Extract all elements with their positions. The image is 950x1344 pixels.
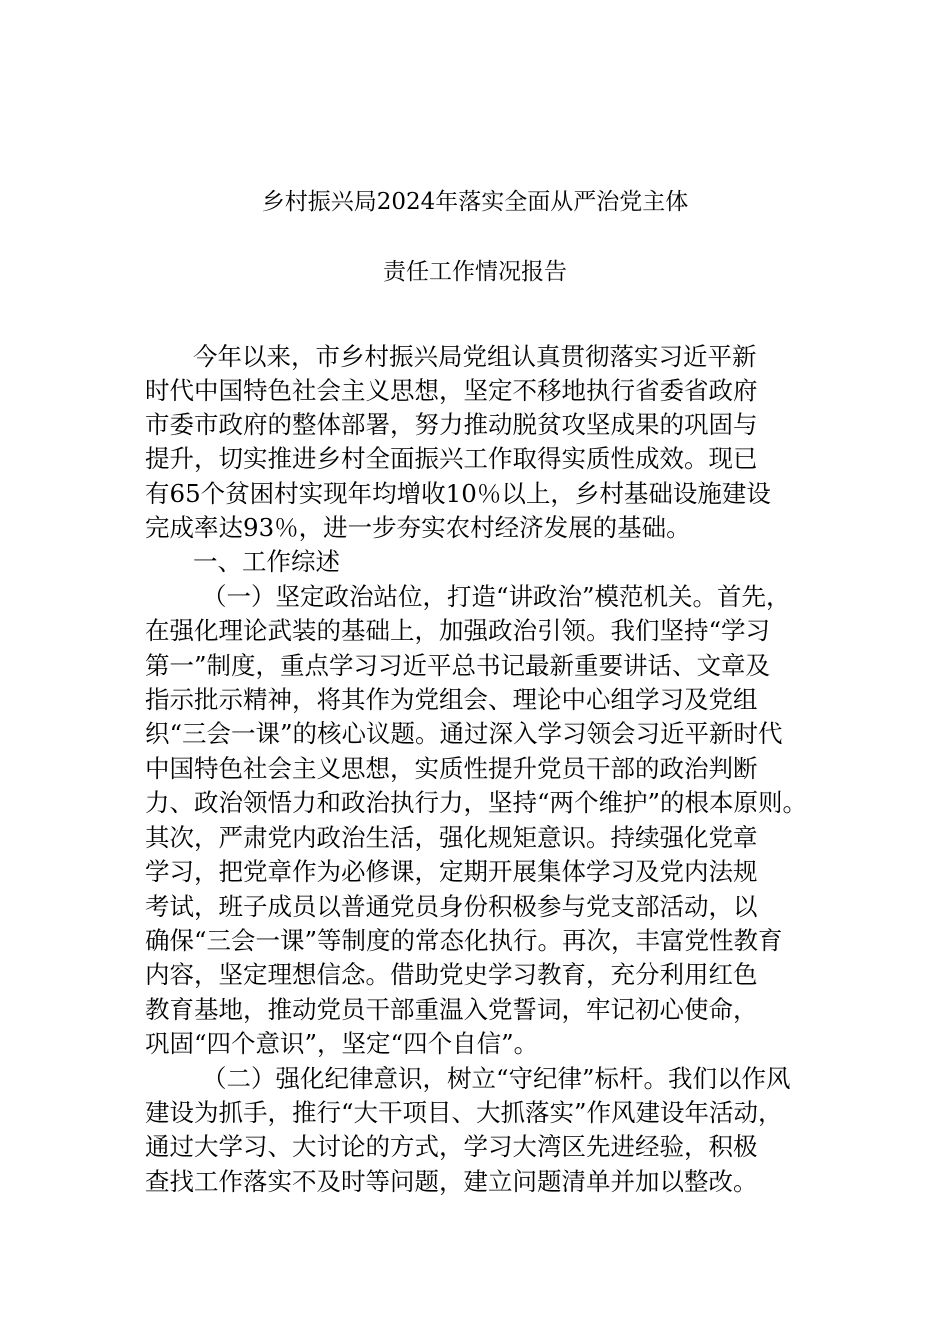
body-line-20: 教育基地，推动党员干部重温入党誓词，牢记初心使命， [145, 995, 758, 1024]
document-title-line-1: 乡村振兴局2024年落实全面从严治党主体 [261, 189, 689, 215]
body-line-2: 时代中国特色社会主义思想，坚定不移地执行省委省政府 [145, 376, 758, 405]
document-title-line-2: 责任工作情况报告 [383, 259, 567, 285]
body-line-3: 市委市政府的整体部署，努力推动脱贫攻坚成果的巩固与 [145, 410, 758, 439]
body-line-16: 学习，把党章作为必修课，定期开展集体学习及党内法规 [145, 857, 758, 886]
body-line-14: 力、政治领悟力和政治执行力，坚持“两个维护”的根本原则。 [145, 788, 808, 817]
body-line-22: （二）强化纪律意识，树立“守纪律”标杆。我们以作风 [202, 1064, 791, 1093]
body-line-4: 提升，切实推进乡村全面振兴工作取得实质性成效。现已 [145, 444, 758, 473]
body-line-6: 完成率达93％，进一步夯实农村经济发展的基础。 [145, 513, 691, 542]
body-line-18: 确保“三会一课”等制度的常态化执行。再次，丰富党性教育 [145, 926, 783, 955]
body-line-23: 建设为抓手，推行“大干项目、大抓落实”作风建设年活动， [145, 1098, 783, 1127]
body-line-19: 内容，坚定理想信念。借助党史学习教育，充分利用红色 [145, 960, 758, 989]
body-line-1: 今年以来，市乡村振兴局党组认真贯彻落实习近平新 [193, 342, 757, 371]
body-line-24: 通过大学习、大讨论的方式，学习大湾区先进经验，积极 [145, 1132, 758, 1161]
body-line-5: 有65个贫困村实现年均增收10％以上，乡村基础设施建设 [145, 479, 771, 508]
body-line-13: 中国特色社会主义思想，实质性提升党员干部的政治判断 [145, 754, 758, 783]
body-line-12: 织“三会一课”的核心议题。通过深入学习领会习近平新时代 [145, 719, 783, 748]
body-line-17: 考试，班子成员以普通党员身份积极参与党支部活动，以 [145, 892, 758, 921]
body-line-21: 巩固“四个意识”，坚定“四个自信”。 [145, 1029, 539, 1058]
body-line-25: 查找工作落实不及时等问题，建立问题清单并加以整改。 [145, 1167, 758, 1196]
body-line-11: 指示批示精神，将其作为党组会、理论中心组学习及党组 [145, 685, 758, 714]
body-line-8: （一）坚定政治站位，打造“讲政治”模范机关。首先， [202, 582, 791, 611]
body-line-15: 其次，严肃党内政治生活，强化规矩意识。持续强化党章 [145, 823, 758, 852]
body-line-9: 在强化理论武装的基础上，加强政治引领。我们坚持“学习 [145, 616, 771, 645]
section-heading-1: 一、工作综述 [193, 547, 340, 576]
body-line-10: 第一”制度，重点学习习近平总书记最新重要讲话、文章及 [145, 651, 771, 680]
